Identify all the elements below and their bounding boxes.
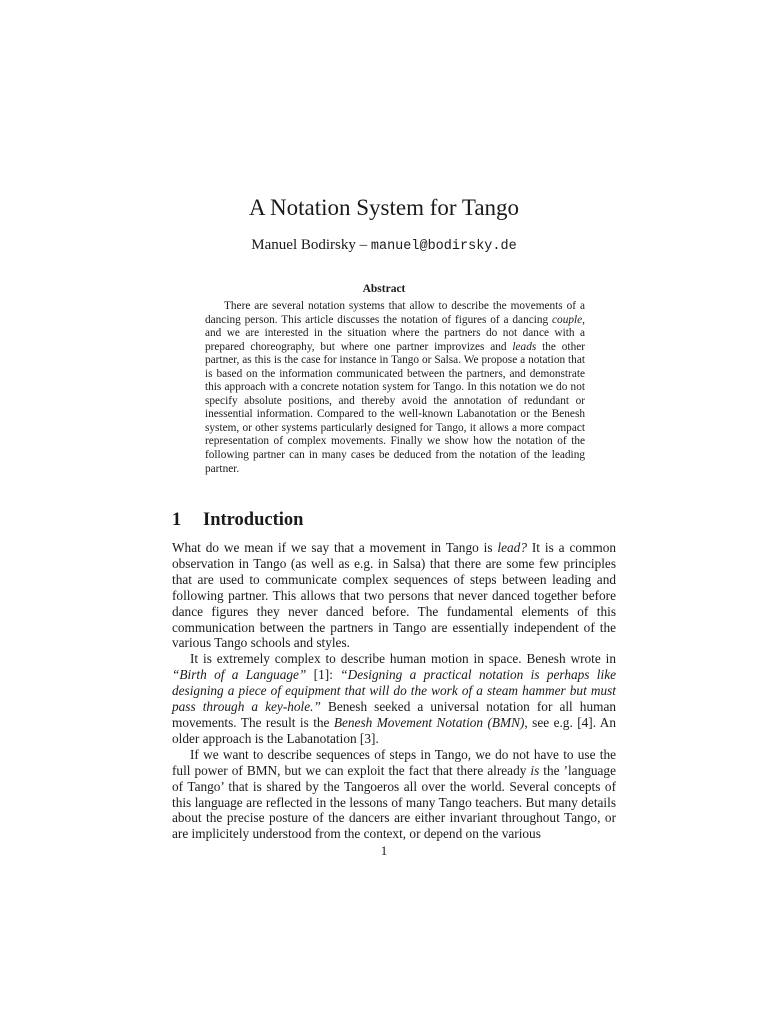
paragraph-emphasis: “Birth of a Language”: [172, 667, 307, 683]
abstract-heading: Abstract: [362, 283, 406, 295]
author-line: [0, 235, 768, 257]
section-body: [172, 540, 616, 842]
abstract-text: [205, 300, 585, 476]
abstract-segment: , and we are interested in the situation where the partners do not dance with a prepared choreography, but where one partner improvizes and: [205, 313, 585, 353]
paragraph-segment: Benesh seeked a universal notation for all human movements. The result is the: [172, 699, 616, 730]
section-heading: [172, 508, 303, 532]
author-name: Manuel Bodirsky: [251, 237, 356, 253]
abstract-segment: the other partner, as this is the case for instance in Tango or Salsa. We propose a notation that is based on the information communicated between the partners, and demonstrate this approach with a concrete notation system for Tango. In this notation we do not specify absolute positions, and thereby avoid the annotation of redundant or inessential information. Compared to the well-known Labanotation or the Benesh system, or other systems particularly designed for Tango, it allows a more compact representation of complex movements. Finally we show how the notation of the following partner can in many cases be deduced from the notation of the leading partner.: [205, 340, 585, 475]
paragraph-segment: the ’language of Tango’ that is shared by the Tangoeros all over the world. Several concepts of this language are reflected in the lessons of many Tango teachers. But many details about the precise posture of the dancers are either invariant throughout Tango, or are implicitely understood from the context, or depend on the various: [172, 762, 616, 842]
paragraph-segment: , see e.g. [4]. An older approach is the Labanotation [3].: [172, 714, 616, 746]
paragraph-segment: [1]:: [306, 667, 341, 683]
abstract-emphasis: couple: [552, 313, 583, 326]
paper-title: A Notation System for Tango: [248, 195, 520, 220]
paragraph-segment: If we want to describe sequences of steps in Tango, we do not have to use the full power of BMN, but we can exploit the fact that there already: [172, 746, 616, 778]
abstract-emphasis: leads: [512, 340, 537, 353]
paragraph-emphasis: is: [530, 762, 540, 778]
paragraph-segment: What do we mean if we say that a movement in Tango is: [172, 540, 498, 555]
author-email[interactable]: manuel@bodirsky.de: [370, 239, 517, 254]
paragraph-emphasis: Benesh Movement Notation (BMN): [333, 714, 525, 730]
section-title: Introduction: [203, 510, 304, 530]
page-number: 1: [380, 843, 388, 858]
paragraph-segment: It is a common observation in Tango (as well as e.g. in Salsa) that there are some few principles that are used to communicate complex sequences of steps between leading and following partner. This allows that two persons that never danced together before dance figures they never danced before. The fundamental elements of this communication between the partners in Tango are essentially independent of the various Tango schools and styles.: [172, 540, 616, 651]
paragraph-emphasis: “Designing a practical notation is perhaps like designing a piece of equipment that will do the work of a steam hammer but must pass through a key-hole.”: [172, 667, 616, 715]
paragraph-1: [172, 540, 616, 651]
paragraph-2: [172, 651, 616, 746]
paragraph-segment: It is extremely complex to describe human motion in space. Benesh wrote in: [190, 651, 616, 667]
author-separator: –: [355, 237, 371, 253]
section-number: 1: [172, 510, 182, 530]
abstract-segment: There are several notation systems that allow to describe the movements of a dancing person. This article discusses the notation of figures of a dancing: [205, 300, 585, 326]
paragraph-3: [172, 747, 616, 842]
paragraph-emphasis: lead?: [497, 540, 527, 555]
